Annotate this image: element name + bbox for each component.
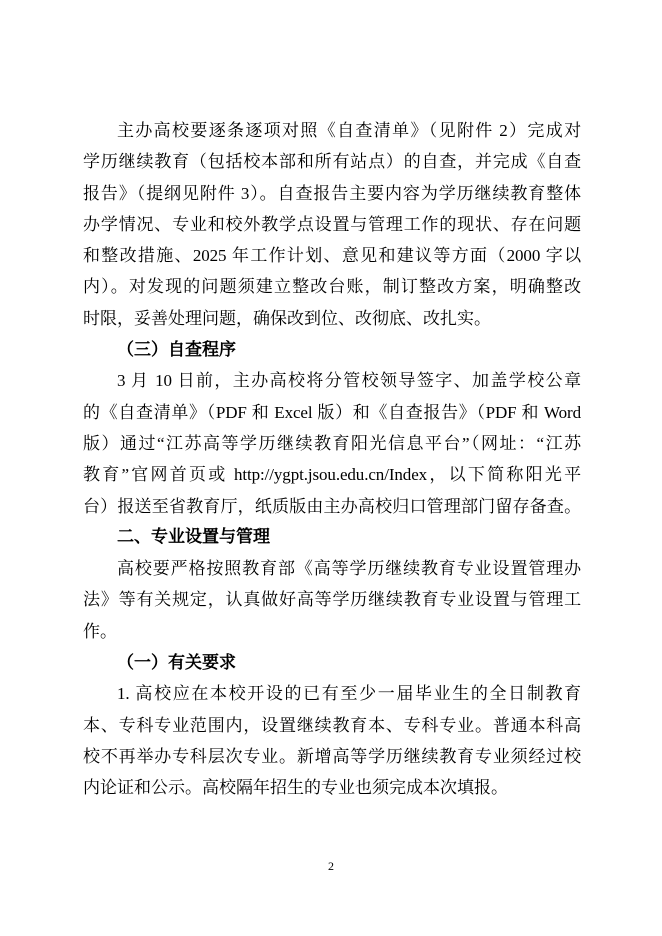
- body-text-line: 学历继续教育（包括校本部和所有站点）的自查，并完成《自查: [83, 152, 581, 172]
- body-text-line: 和整改措施、2025 年工作计划、意见和建议等方面（2000 字以: [83, 246, 581, 266]
- body-text-line: 校不再举办专科层次专业。新增高等学历继续教育专业须经过校: [83, 746, 581, 766]
- page-number: 2: [328, 859, 334, 873]
- body-text-line: 教育”官网首页或 http://ygpt.jsou.edu.cn/Index，以下简称阳光平: [83, 465, 581, 485]
- body-text-line: 作。: [83, 621, 117, 641]
- body-text-line: 主办高校要逐条逐项对照《自查清单》（见附件 2）完成对: [117, 121, 581, 140]
- body-text-line: 内论证和公示。高校隔年招生的专业也须完成本次填报。: [83, 778, 508, 798]
- section-heading: 二、专业设置与管理: [117, 526, 270, 547]
- body-text-line: 版）通过“江苏高等学历继续教育阳光信息平台”（网址：“江苏: [83, 433, 581, 453]
- body-text-line: 报告》（提纲见附件 3）。自查报告主要内容为学历继续教育整体: [83, 183, 581, 203]
- subsection-heading: （三）自查程序: [117, 340, 236, 360]
- body-text-line: 1. 高校应在本校开设的已有至少一届毕业生的全日制教育: [117, 684, 581, 704]
- subsection-heading: （一）有关要求: [117, 653, 236, 673]
- body-text-line: 办学情况、专业和校外教学点设置与管理工作的现状、存在问题: [83, 214, 581, 234]
- body-text-line: 内）。对发现的问题须建立整改台账，制订整改方案，明确整改: [83, 277, 581, 297]
- body-text-line: 时限，妥善处理问题，确保改到位、改彻底、改扎实。: [83, 308, 491, 328]
- body-text-line: 本、专科专业范围内，设置继续教育本、专科专业。普通本科高: [83, 715, 581, 735]
- body-text-line: 的《自查清单》（PDF 和 Excel 版）和《自查报告》（PDF 和 Word: [83, 402, 581, 422]
- body-text-line: 台）报送至省教育厅，纸质版由主办高校归口管理部门留存备查。: [83, 496, 581, 516]
- body-text-line: 高校要严格按照教育部《高等学历继续教育专业设置管理办: [117, 559, 581, 579]
- document-body: [83, 115, 581, 804]
- body-text-line: 法》等有关规定，认真做好高等学历继续教育专业设置与管理工: [83, 590, 581, 610]
- body-text-line: 3 月 10 日前，主办高校将分管校领导签字、加盖学校公章: [117, 371, 581, 391]
